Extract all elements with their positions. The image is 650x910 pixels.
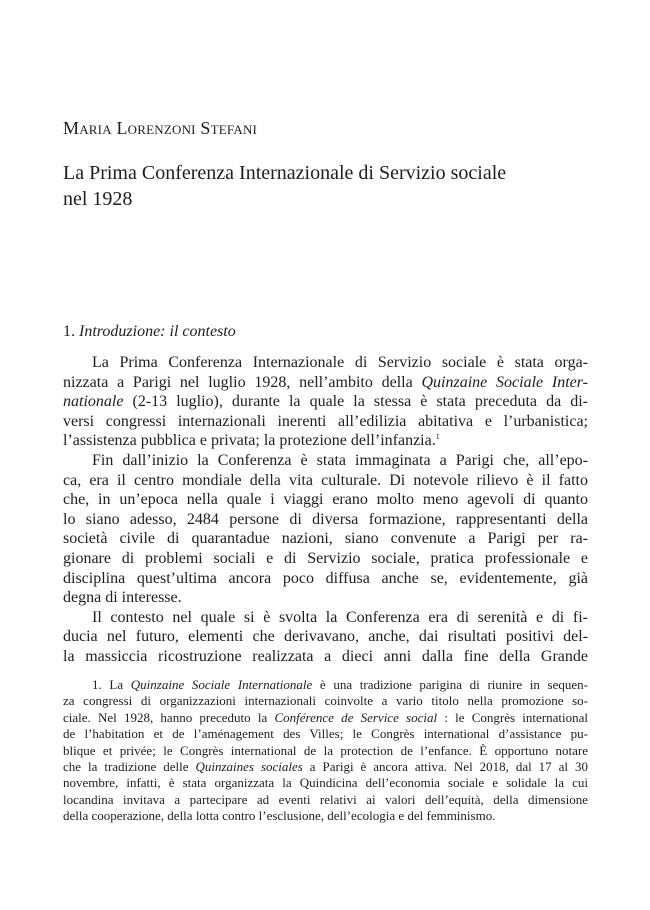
footnotes bbox=[63, 677, 588, 825]
footnote-line: de l’habitation et de l’aménagement des Villes; le Congrès international d’assistance pu- bbox=[63, 726, 588, 742]
footnote-line: che la tradizione delle Quinzaines sociales a Parigi è ancora attiva. Nel 2018, dal 17 al 30 bbox=[63, 758, 588, 774]
footnote-line: della cooperazione, della lotta contro l’esclusione, dell’ecologia e del femminismo. bbox=[63, 808, 496, 824]
text-line: Il contesto nel quale si è svolta la Conferenza era di serenità e di fi- bbox=[92, 608, 588, 626]
chapter-title-line: La Prima Conferenza Internazionale di Servizio sociale bbox=[63, 162, 507, 184]
italic-text: Conférence de Service social bbox=[274, 709, 438, 725]
text-line: la massiccia ricostruzione realizzata a dieci anni dalla fine della Grande bbox=[63, 647, 588, 665]
section-title: Introduzione: il contesto bbox=[79, 323, 236, 340]
text-line: lo siano adesso, 2484 persone di diversa formazione, rappresentanti della bbox=[63, 510, 588, 528]
section-heading bbox=[63, 323, 236, 341]
text-line: versi congressi internazionali inerenti all’edilizia abitativa e l’urbanistica; bbox=[63, 412, 588, 430]
text-line: disciplina quest’ultima ancora poco diffusa anche se, evidentemente, già bbox=[63, 569, 588, 587]
text-line: ducia nel futuro, elementi che derivavano, anche, dai risultati positivi del- bbox=[63, 628, 588, 646]
italic-text: Quinzaines sociales bbox=[195, 758, 303, 774]
italic-text: Quinzaine Sociale Inter- bbox=[421, 373, 588, 391]
text-line: La Prima Conferenza Internazionale di Servizio sociale è stata orga- bbox=[92, 354, 588, 371]
text-line: Fin dall’inizio la Conferenza è stata immaginata a Parigi che, all’epo- bbox=[92, 451, 588, 469]
text-line: l’assistenza pubblica e privata; la protezione dell’infanzia.$^1$ bbox=[63, 432, 440, 450]
author-name: Maria Lorenzoni Stefani bbox=[63, 118, 258, 138]
text-line: gionare di problemi sociali e di Servizio sociale, pratica professionale e bbox=[63, 549, 588, 567]
text-line: nationale (2-13 luglio), durante la quale la stessa è stata preceduta da di- bbox=[63, 393, 588, 411]
text-line: ca, era il centro mondiale della vita culturale. Di notevole rilievo è il fatto bbox=[63, 471, 588, 489]
chapter-title-line: nel 1928 bbox=[63, 188, 133, 210]
text-line: che, in un’epoca nella quale i viaggi erano molto meno agevoli di quanto bbox=[63, 491, 588, 509]
text-line: società civile di quarantadue nazioni, siano convenute a Parigi per ra- bbox=[63, 530, 588, 548]
footnote-line: ciale. Nel 1928, hanno preceduto la Conférence de Service social : le Congrès international bbox=[63, 709, 588, 725]
chapter-title bbox=[63, 160, 588, 212]
footnote-line: 1. La Quinzaine Sociale Internationale è una tradizione parigina di riunire in sequen- bbox=[92, 677, 588, 692]
italic-text: nationale bbox=[63, 393, 124, 411]
text-line: degna di interesse. bbox=[63, 589, 182, 607]
footnote-line: locandina invitava a partecipare ad eventi relativi ai valori dell’equità, della dimensione bbox=[63, 791, 588, 807]
footnote-line: blique et privée; le Congrès international de la protection de l’enfance. È opportuno notare bbox=[63, 742, 588, 758]
text-line: nizzata a Parigi nel luglio 1928, nell’ambito della Quinzaine Sociale Inter- bbox=[63, 373, 588, 391]
footnote-line: novembre, infatti, è stata organizzata la Quindicina dell’economia sociale e solidale la cui bbox=[63, 775, 588, 791]
section-number: 1. bbox=[63, 323, 75, 340]
italic-text: Quinzaine Sociale Internationale bbox=[130, 677, 313, 692]
footnote-line: za congressi di organizzazioni internazionali coinvolte a vario titolo nella promozione so- bbox=[63, 693, 588, 709]
footnote-marker: 1 bbox=[435, 432, 440, 442]
body-text bbox=[63, 353, 588, 667]
